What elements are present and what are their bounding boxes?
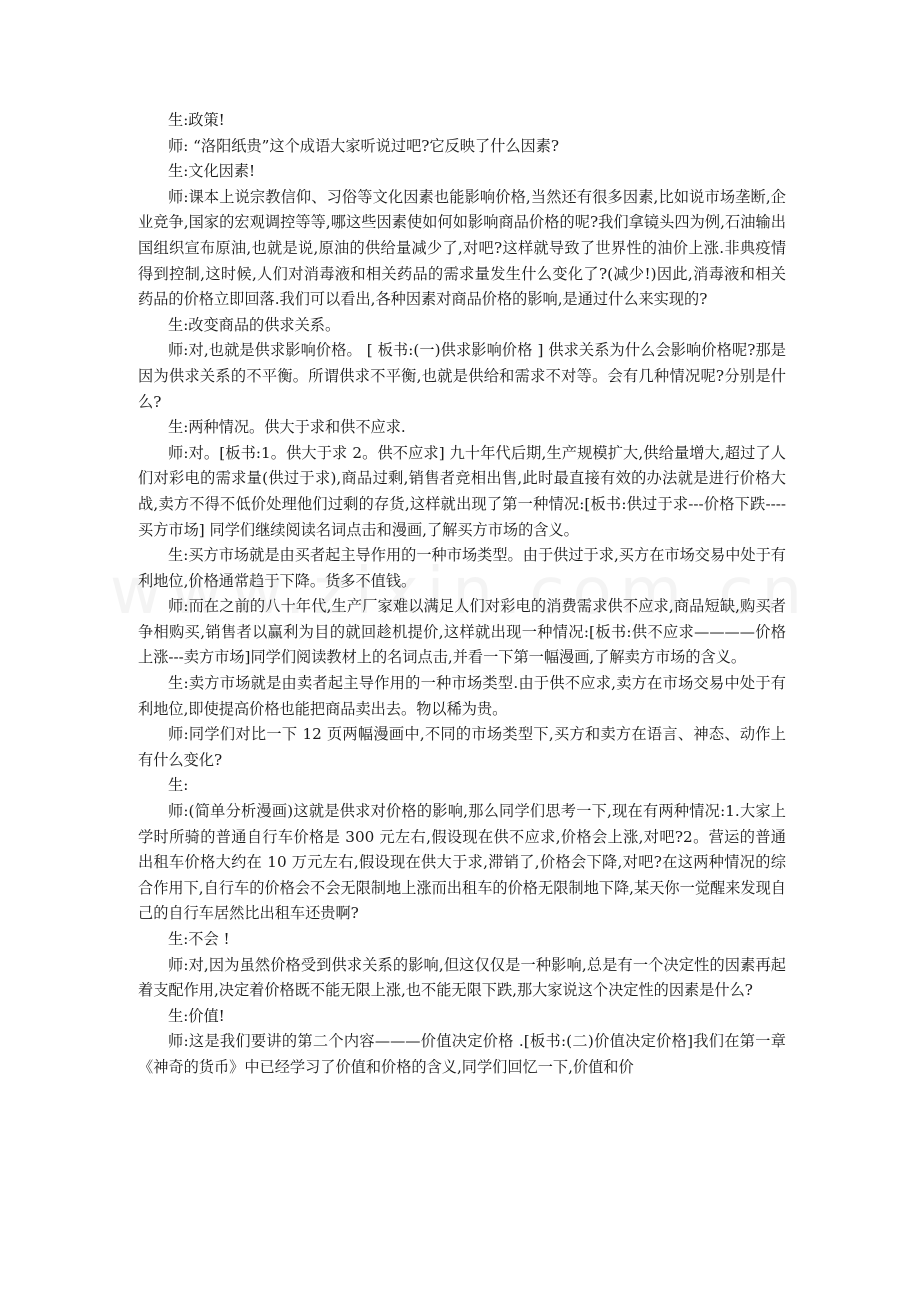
paragraph: 生: [168, 776, 189, 795]
paragraph: 生:买方市场就是由买者起主导作用的一种市场类型。由于供过于求,买方在市场交易中处于有利地位,价格通常趋于下降。货多不值钱。 [138, 546, 786, 590]
paragraph: 生:文化因素! [168, 162, 256, 181]
paragraph: 生:卖方市场就是由卖者起主导作用的一种市场类型.由于供不应求,卖方在市场交易中处于有利地位,即使提高价格也能把商品卖出去。物以稀为贵。 [138, 674, 786, 718]
paragraph: 师:对,也就是供求影响价格。 [ 板书:(一)供求影响价格 ] 供求关系为什么会影响价格呢?那是因为供求关系的不平衡。所谓供求不平衡,也就是供给和需求不对等。会有几种情况呢?分别是什么? [138, 341, 786, 411]
paragraph: 师:这是我们要讲的第二个内容———价值决定价格 .[板书:(二)价值决定价格]我们在第一章《神奇的货币》中已经学习了价值和价格的含义,同学们回忆一下,价值和价 [138, 1032, 786, 1076]
paragraph: 师:对,因为虽然价格受到供求关系的影响,但这仅仅是一种影响,总是有一个决定性的因素再起着支配作用,决定着价格既不能无限上涨,也不能无限下跌,那大家说这个决定性的因素是什么? [138, 955, 786, 1000]
paragraph: 师:而在之前的八十年代,生产厂家难以满足人们对彩电的消费需求供不应求,商品短缺,购买者争相购买,销售者以赢利为目的就回趁机提价,这样就出现一种情况:[板书:供不应求————价格上涨---卖方市场]同学们阅读教材上的名词点击,并看一下第一幅漫画,了解卖方市场的含义。 [138, 597, 786, 667]
document-body [138, 108, 786, 1081]
paragraph: 师:同学们对比一下 12 页两幅漫画中,不同的市场类型下,买方和卖方在语言、神态、动作上有什么变化? [138, 725, 786, 769]
paragraph: 生:不会 ! [168, 930, 230, 948]
paragraph: 生:政策! [168, 111, 225, 129]
paragraph: 生:改变商品的供求关系。 [168, 315, 341, 334]
paragraph: 师: “洛阳纸贵”这个成语大家听说过吧?它反映了什么因素? [168, 136, 560, 155]
paragraph: 师:(简单分析漫画)这就是供求对价格的影响,那么同学们思考一下,现在有两种情况:1.大家上学时所骑的普通自行车价格是 300 元左右,假设现在供不应求,价格会上涨,对吧?2。营运的普通出租车价格大约在 10 万元左右,假设现在供大于求,滞销了,价格会下降,对吧?在这两种情况的综合作用下,自行车的价格会不会无限制地上涨而出租车的价格无限制地下降,某天你一觉醒来发现自己的自行车居然比出租车还贵啊? [138, 802, 786, 923]
paragraph: 师:对。[板书:1。供大于求 2。供不应求] 九十年代后期,生产规模扩大,供给量增大,超过了人们对彩电的需求量(供过于求),商品过剩,销售者竞相出售,此时最直接有效的办法就是进行价格大战,卖方不得不低价处理他们过剩的存货,这样就出现了第一种情况:[板书:供过于求---价格下跌----买方市场] 同学们继续阅读名词点击和漫画,了解买方市场的含义。 [138, 443, 786, 539]
paragraph: 师:课本上说宗教信仰、习俗等文化因素也能影响价格,当然还有很多因素,比如说市场垄断,企业竞争,国家的宏观调控等等,哪这些因素使如何如影响商品价格的呢?我们拿镜头四为例,石油输出国组织宣布原油,也就是说,原油的供给量减少了,对吧?这样就导致了世界性的油价上涨.非典疫情得到控制,这时候,人们对消毒液和相关药品的需求量发生什么变化了?(减少!)因此,消毒液和相关药品的价格立即回落.我们可以看出,各种因素对商品价格的影响,是通过什么来实现的? [138, 187, 786, 309]
paragraph: 生:价值! [168, 1006, 225, 1025]
paragraph: 生:两种情况。供大于求和供不应求. [168, 418, 406, 437]
